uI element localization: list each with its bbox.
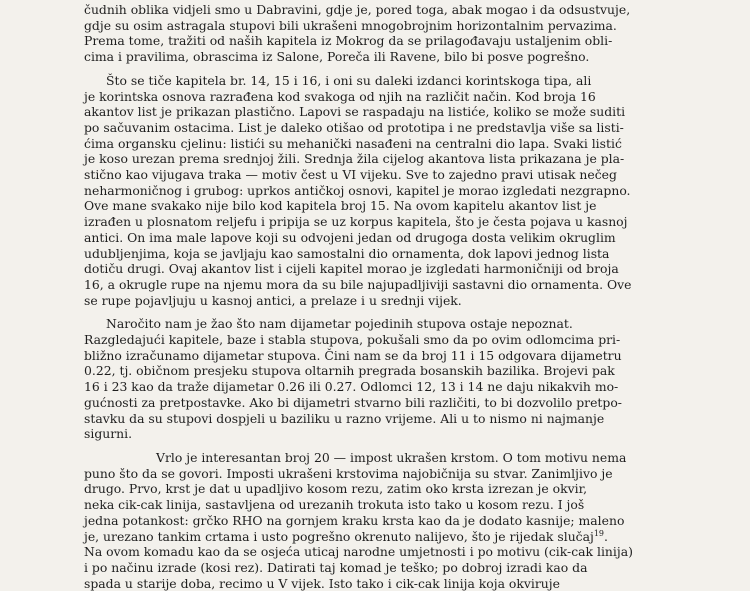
text-line: akantov list je prikazan plastično. Lapovi se raspadaju na listiće, koliko se može suditi [84, 104, 626, 120]
text-line: gućnosti za pretpostavke. Ako bi dijametri stvarno bili različiti, to bi dozvolilo pretpo- [84, 394, 622, 410]
text-line: je korintska osnova razrađena kod svakoga od njih na različit način. Kod broja 16 [84, 88, 596, 104]
text-line: spada u starije doba, recimo u V vijek. Isto tako i cik-cak linija koja okviruje [84, 575, 560, 591]
text-line: Razgledajući kapitele, baze i stabla stupova, pokušali smo da po ovim odlomcima pri- [84, 332, 621, 348]
text-line: Vrlo je interesantan broj 20 — impost ukrašen krstom. O tom motivu nema [156, 449, 627, 465]
text-line: Što se tiče kapitela br. 14, 15 i 16, i oni su daleki izdanci korintskoga tipa, ali [106, 72, 592, 88]
text-line: cima i pravilima, obrascima iz Salone, Poreča ili Ravene, bilo bi posve pogrešno. [84, 49, 590, 65]
text-line: Na ovom komadu kao da se osjeća uticaj narodne umjetnosti i po motivu (cik-cak linija) [84, 544, 633, 560]
text-line: 16 i 23 kao da traže dijametar 0.26 ili 0.27. Odlomci 12, 13 i 14 ne daju nikakvih mo- [84, 379, 619, 395]
text-line: dotiču drugi. Ovaj akantov list i cijeli kapitel morao je izgledati harmoničniji od broja [84, 261, 619, 277]
text-line: 16, a okrugle rupe na njemu mora da su bile najupadljiviji sastavni dio ornamenta. Ove [84, 276, 632, 292]
text-line-with-footnote: je, urezano tankim crtama i usto pogrešno okrenuto nalijevo, što je rijedak slučaj$^{19}$. [84, 528, 608, 544]
text-line: Naročito nam je žao što nam dijametar pojedinih stupova ostaje nepoznat. [106, 316, 573, 332]
text-line: sigurni. [84, 426, 133, 442]
text-line: 0.22, tj. običnom presjeku stupova oltarnih pregrada bosanskih bazilika. Brojevi pak [84, 363, 615, 379]
text-line: gdje su osim astragala stupovi bili ukrašeni mnogobrojnim horizontalnim pervazima. [84, 17, 617, 33]
text-span: je, urezano tankim crtama i usto pogrešno okrenuto nalijevo, što je rijedak slučaj [84, 528, 594, 544]
paragraph-4 [84, 450, 726, 591]
text-line: antici. On ima male lapove koji su odvojeni jedan od drugoga dosta velikim okruglim [84, 229, 616, 245]
text-line: izrađen u plosnatom reljefu i pripija se uz korpus kapitela, što je česta pojava u kasnoj [84, 214, 628, 230]
paragraph-1 [84, 2, 726, 65]
footnote-marker: 19 [593, 528, 605, 538]
text-line: stično kao vijugava traka — motiv čest u VI vijeku. Sve to zajedno pravi utisak nečeg [84, 167, 617, 183]
text-line: udubljenjima, koja se javljaju kao samostalni dio ornamenta, dok lapovi jednog lista [84, 245, 610, 261]
text-line: se rupe pojavljuju u kasnoj antici, a prelaze i u srednji vijek. [84, 292, 462, 308]
text-line: Prema tome, tražiti od naših kapitela iz Mokrog da se prilagođavaju ustaljenim obli- [84, 33, 613, 49]
text-line: neharmoničnog i grubog: uprkos antičkoj osnovi, kapitel je morao izgledati nezgrapno. [84, 182, 631, 198]
text-line: ćima organsku cjelinu: listići su mehanički nasađeni na centralni dio lapa. Svaki listić [84, 135, 622, 151]
text-line: bližno izračunamo dijametar stupova. Čini nam se da broj 11 i 15 odgovara dijametru [84, 347, 622, 363]
text-line: drugo. Prvo, krst je dat u upadljivo kosom rezu, zatim oko krsta izrezan je okvir, [84, 481, 588, 497]
text-line: po sačuvanim ostacima. List je daleko otišao od prototipa i ne predstavlja više sa listi- [84, 119, 624, 135]
paragraph-2 [84, 73, 726, 309]
text-line: puno što da se govori. Imposti ukrašeni krstovima najobičnija su stvar. Zanimljivo je [84, 465, 613, 481]
text-line: jedna potankost: grčko RHO na gornjem kraku krsta kao da je dodato kasnije; maleno [84, 512, 625, 528]
text-line: i po načinu izrade (kosi rez). Datirati taj komad je teško; po dobroj izradi kao da [84, 559, 588, 575]
text-line: je koso urezan prema srednjoj žili. Srednja žila cijelog akantova lista prikazana je pla- [84, 151, 625, 167]
text-line: Ove mane svakako nije bilo kod kapitela broj 15. Na ovom kapitelu akantov list je [84, 198, 597, 214]
text-line: stavku da su stupovi dospjeli u baziliku u razno vrijeme. Ali u to nismo ni najmanje [84, 410, 605, 426]
paragraph-3 [84, 316, 726, 442]
text-line: čudnih oblika vidjeli smo u Dabravini, gdje je, pored toga, abak mogao i da odsustvuje, [84, 2, 631, 17]
text-line: neka cik-cak linija, sastavljena od urezanih trokuta isto tako u kosom rezu. I još [84, 497, 585, 513]
